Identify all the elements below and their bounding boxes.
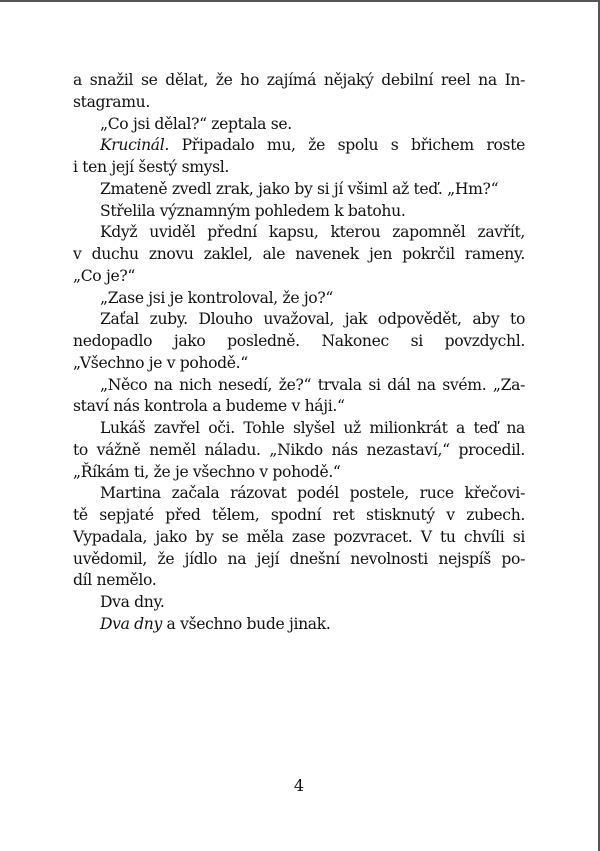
page-body-text xyxy=(73,70,525,636)
text-line: Vypadala, jako by se měla zase pozvracet. V tu chvíli si xyxy=(73,527,525,546)
text-line: „Něco na nich nesedí, že?“ trvala si dál na svém. „Za- xyxy=(100,375,525,394)
text-line: „Všechno je v pohodě.“ xyxy=(73,353,248,372)
text-line: to vážně neměl náladu. „Nikdo nás nezastaví,“ procedil. xyxy=(73,440,525,459)
text-line: v duchu znovu zaklel, ale navenek jen pokrčil rameny. xyxy=(73,245,525,263)
text-line xyxy=(73,135,525,157)
page-number: 4 xyxy=(293,776,305,795)
text-line: Zmateně zvedl zrak, jako by si jí všiml až teď. „Hm?“ xyxy=(100,179,499,198)
italic-text: Krucinál. xyxy=(100,136,170,155)
text-line: stagramu. xyxy=(73,92,150,111)
text-line: Když uviděl přední kapsu, kterou zapomněl zavřít, xyxy=(100,223,525,242)
text-line: a snažil se dělat, že ho zajímá nějaký debilní reel na In- xyxy=(73,71,525,89)
text-line: nedopadlo jako posledně. Nakonec si povzdychl. xyxy=(73,332,525,350)
text-line: staví nás kontrola a budeme v háji.“ xyxy=(73,397,345,416)
text-line xyxy=(73,614,525,636)
text-run: Připadalo mu, že spolu s břichem roste xyxy=(169,136,525,155)
text-line: Martina začala rázovat podél postele, ruce křečovi- xyxy=(100,484,525,503)
text-line: tě sepjaté před tělem, spodní ret stisknutý v zubech. xyxy=(73,506,525,524)
text-run: a všechno bude jinak. xyxy=(161,614,331,633)
text-line: „Zase jsi je kontroloval, že jo?“ xyxy=(100,288,333,307)
italic-text: Dva dny xyxy=(100,614,162,633)
text-line: díl nemělo. xyxy=(73,571,157,590)
text-line: Dva dny. xyxy=(100,593,165,611)
text-line: „Říkám ti, že je všechno v pohodě.“ xyxy=(73,462,341,481)
text-line: Lukáš zavřel oči. Tohle slyšel už milionkrát a teď na xyxy=(100,419,525,437)
text-line: uvědomil, že jídlo na její dnešní nevolnosti nejspíš po- xyxy=(73,549,525,568)
text-line: „Co jsi dělal?“ zeptala se. xyxy=(100,114,292,133)
text-line: Střelila významným pohledem k batohu. xyxy=(100,201,406,220)
text-line: Zaťal zuby. Dlouho uvažoval, jak odpovědět, aby to xyxy=(100,310,525,329)
text-line: i ten její šestý smysl. xyxy=(73,158,230,176)
text-line: „Co je?“ xyxy=(73,266,135,285)
